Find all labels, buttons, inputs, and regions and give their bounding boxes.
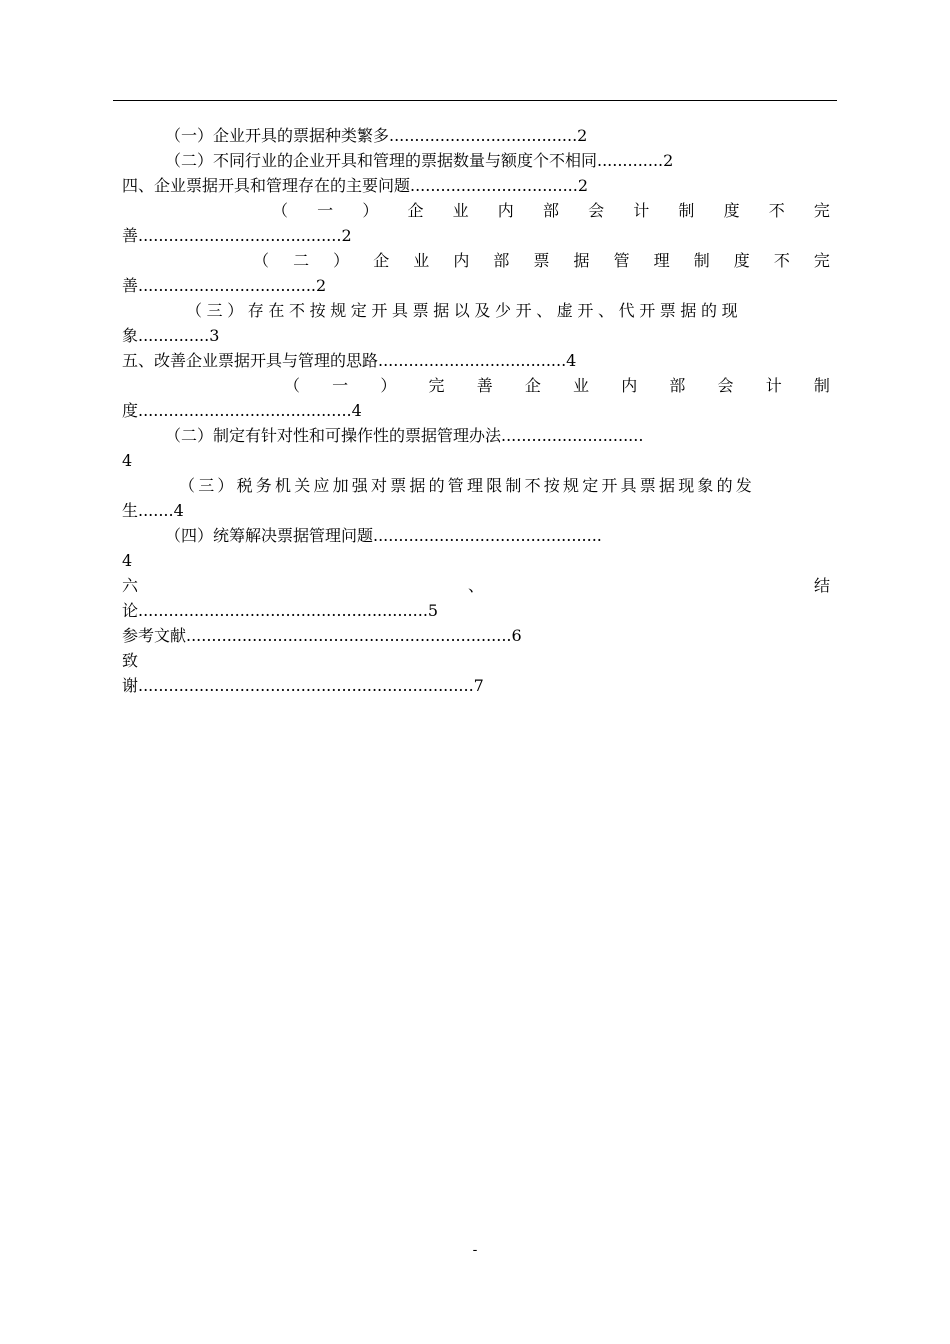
toc-entry[interactable]: 参考文献................................................................6 bbox=[122, 626, 522, 645]
toc-entry-justified[interactable]: （ 一 ） 企 业 内 部 会 计 制 度 不 完 bbox=[272, 201, 830, 220]
toc-entry-continuation[interactable]: 善...................................2 bbox=[122, 276, 327, 295]
toc-entry[interactable]: （三）存在不按规定开具票据以及少开、虚开、代开票据的现 bbox=[186, 301, 743, 320]
toc-entry-page-number[interactable]: 4 bbox=[122, 451, 133, 470]
toc-entry-justified[interactable]: （ 二 ） 企 业 内 部 票 据 管 理 制 度 不 完 bbox=[253, 251, 830, 270]
header-rule bbox=[113, 100, 837, 101]
toc-entry-page-number[interactable]: 4 bbox=[122, 551, 133, 570]
toc-entry-continuation[interactable]: 象..............3 bbox=[122, 326, 220, 345]
toc-entry[interactable]: （二）制定有针对性和可操作性的票据管理办法............................ bbox=[165, 426, 644, 445]
toc-entry-continuation[interactable]: 生.......4 bbox=[122, 501, 184, 520]
toc-entry[interactable]: （四）统筹解决票据管理问题............................................. bbox=[165, 526, 602, 545]
toc-entry-continuation[interactable]: 善........................................2 bbox=[122, 226, 352, 245]
toc-entry-justified[interactable]: （ 一 ） 完 善 企 业 内 部 会 计 制 bbox=[284, 376, 830, 395]
toc-entry[interactable]: 致 bbox=[122, 651, 139, 670]
toc-entry[interactable]: （三）税务机关应加强对票据的管理限制不按规定开具票据现象的发 bbox=[179, 476, 756, 495]
toc-entry-continuation[interactable]: 谢..................................................................7 bbox=[122, 676, 484, 695]
toc-entry[interactable]: （一）企业开具的票据种类繁多.....................................2 bbox=[165, 126, 588, 145]
toc-entry-justified[interactable]: 六 、 结 bbox=[122, 576, 830, 595]
toc-entry-continuation[interactable]: 论.........................................................5 bbox=[122, 601, 439, 620]
toc-entry[interactable]: 四、企业票据开具和管理存在的主要问题.................................2 bbox=[122, 176, 589, 195]
toc-entry-continuation[interactable]: 度..........................................4 bbox=[122, 401, 362, 420]
toc-entry[interactable]: 五、改善企业票据开具与管理的思路.....................................4 bbox=[122, 351, 577, 370]
toc-entry[interactable]: （二）不同行业的企业开具和管理的票据数量与额度个不相同.............2 bbox=[165, 151, 674, 170]
page-footer-mark: - bbox=[472, 1242, 478, 1258]
